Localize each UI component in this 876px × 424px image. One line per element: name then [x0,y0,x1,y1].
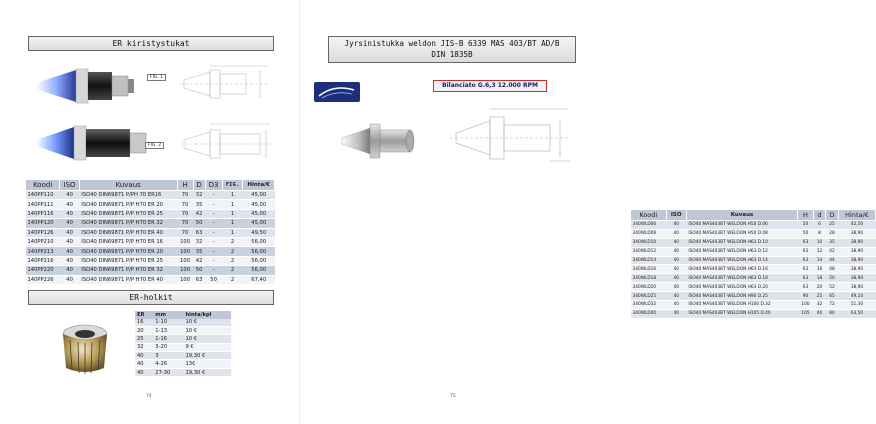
table-cell: 38,90 [838,256,875,265]
table-row [631,265,876,274]
table-cell: 340WLD16 [631,265,667,274]
table-cell: 340WLD18 [631,274,667,283]
table-row [135,352,231,360]
table-cell: 70 [177,200,193,209]
tool-holder-photo-2 [36,122,152,164]
table-cell: 40 [60,200,79,209]
col-header: Koodi [631,210,667,221]
table-cell: 140PP213 [26,247,60,256]
table-cell: 140PP226 [26,275,60,284]
table-cell: 63 [798,256,814,265]
table-cell: 16 [135,319,153,327]
table-cell: 50 [193,266,205,275]
table-cell: 38,90 [838,283,875,292]
table-cell: ISO40 MAS403BT WELDON H50 D.08 [686,229,797,238]
table-cell: ISO40 DIN69871 P/PH 70 ER16 [79,191,177,200]
page-number-right: 75 [450,394,456,399]
table-cell: 40 [135,352,153,360]
table-cell: 63 [798,238,814,247]
table-cell: 10 [813,238,825,247]
table-cell: 13€ [183,360,231,368]
er-holders-table [25,179,275,285]
table-cell: 40 [666,292,686,301]
table-cell: 51,30 [838,301,875,310]
table-cell: 100 [177,237,193,246]
table-cell: 40 [60,209,79,218]
table-cell: 3 [153,352,183,360]
table-header-row [135,311,231,319]
table-cell: 8 [813,229,825,238]
table-cell: 63 [798,247,814,256]
table-cell: ISO40 MAS403BT WELDON H100 D.32 [686,301,797,310]
table-cell: 40 [666,247,686,256]
table-cell: 140PP120 [26,219,60,228]
table-cell: 67,40 [243,275,275,284]
table-cell: 27-30 [153,368,183,376]
table-cell: 49,50 [243,228,275,237]
table-cell: 42 [826,247,839,256]
table-cell: 100 [177,275,193,284]
left-page [0,0,300,424]
table-cell: 140PP220 [26,266,60,275]
table-cell: ISO40 DIN69871 P/P H70 ER 20 [79,247,177,256]
table-cell: 63 [798,274,814,283]
table-cell: 56,00 [243,237,275,246]
table-cell: 38,90 [838,247,875,256]
table-cell: 10 € [183,326,231,334]
table-cell: - [205,266,222,275]
table-cell: 90 [798,292,814,301]
table-cell: - [205,209,222,218]
table-cell: 40 [135,368,153,376]
table-cell: 63 [798,283,814,292]
table-cell: 56,00 [243,247,275,256]
table-cell: 56,00 [243,266,275,275]
table-cell: 35 [826,238,839,247]
table-cell: 32 [135,343,153,351]
table-row [26,191,275,200]
table-cell: ISO40 DIN69871 P/P H70 ER 32 [79,266,177,275]
page-number-left: 74 [146,394,152,399]
table-cell: 10 € [183,319,231,327]
table-cell: ISO40 MAS403BT WELDON H63 D.14 [686,256,797,265]
table-row [26,219,275,228]
balance-badge: Bilanciato G.6,3 12.000 RPM [433,80,547,92]
er-collets-title: ER-holkit [28,290,274,305]
table-cell: 3-20 [153,343,183,351]
table-cell: ISO40 MAS403BT WELDON H63 D.12 [686,247,797,256]
col-header: D3 [205,180,222,191]
table-row [26,228,275,237]
table-row [631,256,876,265]
table-cell: 340WLD25 [631,292,667,301]
table-cell: 38,90 [838,229,875,238]
table-row [631,292,876,301]
table-cell: 40 [666,221,686,230]
col-header: H [798,210,814,221]
table-cell: 25 [813,292,825,301]
col-header: Kuvaus [79,180,177,191]
table-cell: - [205,228,222,237]
table-cell: 32 [813,301,825,310]
table-cell: 40 [666,301,686,310]
table-cell: 56,00 [243,256,275,265]
table-cell: 45,00 [243,191,275,200]
table-cell: 40 [666,283,686,292]
table-cell: 63,50 [838,309,875,318]
table-cell: 2 [222,237,243,246]
table-cell: ISO40 DIN69871 P/P H70 ER 32 [79,219,177,228]
col-header: hinta/kpl [183,311,231,319]
table-cell: ISO40 DIN69871 P/P H70 ER 25 [79,256,177,265]
table-cell: 52 [826,283,839,292]
table-cell: 49,10 [838,292,875,301]
table-cell: 28 [826,229,839,238]
table-row [26,275,275,284]
table-row [26,209,275,218]
table-cell: 40 [60,228,79,237]
table-cell: 4-26 [153,360,183,368]
table-row [631,247,876,256]
table-cell: 1 [222,191,243,200]
table-cell: ISO40 MAS403BT WELDON H63 D.18 [686,274,797,283]
table-cell: 340WLD10 [631,238,667,247]
table-row [631,274,876,283]
table-cell: 45,00 [243,219,275,228]
table-cell: 19,30 € [183,368,231,376]
table-cell: 70 [177,209,193,218]
table-cell: 63 [798,265,814,274]
table-cell: 50 [193,219,205,228]
table-cell: ISO40 DIN69871 P/P H70 ER 20 [79,200,177,209]
table-cell: 42 [193,209,205,218]
table-row [631,229,876,238]
col-header: ISO [60,180,79,191]
table-cell: ISO40 DIN69871 P/P H70 ER 25 [79,209,177,218]
weldon-holder-drawing [450,105,575,171]
table-cell: 1 [222,219,243,228]
table-cell: 40 [60,237,79,246]
table-cell: ISO40 DIN69871 P/P H70 ER 40 [79,275,177,284]
table-cell: 32 [193,191,205,200]
title-line-1: Jyrsinistukka weldon JIS-B 6339 MAS 403/BT AD/B [344,39,560,48]
right-page [300,0,869,424]
table-cell: ISO40 MAS403BT WELDON H90 D.25 [686,292,797,301]
table-cell: 40 [60,247,79,256]
table-cell: 140PP216 [26,256,60,265]
table-cell: 65 [826,292,839,301]
table-cell: 42,50 [838,221,875,230]
table-cell: 140PP126 [26,228,60,237]
table-row [26,266,275,275]
table-cell: ISO40 MAS403BT WELDON H63 D.16 [686,265,797,274]
table-cell: 1 [222,209,243,218]
table-cell: 25 [135,335,153,343]
table-cell: 1 [222,228,243,237]
table-cell: - [205,219,222,228]
table-cell: 140PP110 [26,191,60,200]
table-cell: 45,00 [243,200,275,209]
table-cell: 340WLD32 [631,301,667,310]
table-cell: 14 [813,256,825,265]
table-cell: ISO40 MAS403BT WELDON H63 D.20 [686,283,797,292]
table-header-row [26,180,275,191]
table-cell: 1-13 [153,326,183,334]
table-cell: 42 [193,256,205,265]
table-cell: 40 [666,274,686,283]
table-cell: 38,90 [838,265,875,274]
table-cell: 20 [135,326,153,334]
er-holders-title: ER kiristystukat [28,36,274,51]
table-cell: 35 [193,247,205,256]
table-cell: 70 [177,228,193,237]
table-cell: 18 [813,274,825,283]
table-row [631,301,876,310]
table-cell: ISO40 MAS403BT WELDON H105 D.40 [686,309,797,318]
col-header: D [193,180,205,191]
col-header: Hinta/€ [243,180,275,191]
table-cell: 70 [177,219,193,228]
table-cell: 340WLD08 [631,229,667,238]
table-cell: 48 [826,265,839,274]
weldon-holders-title [328,36,576,63]
table-cell: 40 [666,309,686,318]
table-cell: 70 [177,191,193,200]
fig-2-label: FIG. 2 [145,142,164,149]
table-cell: 38,90 [838,274,875,283]
table-cell: 105 [798,309,814,318]
table-cell: 63 [193,275,205,284]
table-cell: 340WLD06 [631,221,667,230]
table-cell: 40 [666,238,686,247]
table-cell: 12 [813,247,825,256]
table-cell: 50 [826,274,839,283]
table-cell: 40 [666,265,686,274]
table-row [26,256,275,265]
table-cell: 140PP116 [26,209,60,218]
table-cell: 1 [222,200,243,209]
table-cell: 40 [60,266,79,275]
er-collet-photo [54,318,116,378]
col-header: d [813,210,825,221]
table-cell: 1-10 [153,319,183,327]
col-header: Hinta/€ [838,210,875,221]
table-cell: 40 [60,275,79,284]
table-cell: 100 [798,301,814,310]
table-cell: 140PP210 [26,237,60,246]
table-row [631,221,876,230]
table-row [135,368,231,376]
table-row [135,335,231,343]
brand-logo [314,82,360,102]
table-cell: - [205,256,222,265]
table-cell: - [205,200,222,209]
table-cell: 38,90 [838,238,875,247]
weldon-holders-table [630,209,876,319]
table-cell: 140PP111 [26,200,60,209]
table-row [26,247,275,256]
table-cell: 1-16 [153,335,183,343]
table-cell: 2 [222,266,243,275]
table-row [135,343,231,351]
table-cell: 50 [798,229,814,238]
table-cell: 32 [193,237,205,246]
table-row [26,200,275,209]
tool-holder-photo-1 [36,66,146,106]
table-cell: 50 [205,275,222,284]
table-cell: 100 [177,247,193,256]
table-row [135,319,231,327]
table-row [631,238,876,247]
col-header: mm [153,311,183,319]
table-cell: 40 [813,309,825,318]
table-cell: ISO40 DIN69871 P/P H70 ER 40 [79,228,177,237]
table-header-row [631,210,876,221]
table-cell: ISO40 DIN69871 P/P H70 ER 16 [79,237,177,246]
table-cell: 2 [222,247,243,256]
col-header: H [177,180,193,191]
table-cell: 25 [826,221,839,230]
table-cell: 40 [60,191,79,200]
table-cell: 100 [177,266,193,275]
col-header: Kuvaus [686,210,797,221]
table-row [135,360,231,368]
table-cell: 340WLD12 [631,247,667,256]
table-cell: 45,00 [243,209,275,218]
tool-holder-drawing-2 [180,120,275,168]
tool-holder-drawing-1 [180,62,272,106]
table-cell: 2 [222,256,243,265]
table-cell: 20 [813,283,825,292]
col-header: ISO [666,210,686,221]
table-cell: 340WLD40 [631,309,667,318]
col-header: FIG. [222,180,243,191]
table-row [26,237,275,246]
table-cell: ISO40 MAS403BT WELDON H50 D.06 [686,221,797,230]
table-cell: ISO40 MAS403BT WELDON H63 D.10 [686,238,797,247]
table-cell: 44 [826,256,839,265]
table-cell: - [205,237,222,246]
table-cell: 50 [798,221,814,230]
table-cell: - [205,247,222,256]
table-cell: - [205,191,222,200]
table-cell: 40 [60,256,79,265]
table-cell: 40 [135,360,153,368]
table-cell: 80 [826,309,839,318]
table-cell: 40 [666,256,686,265]
table-row [631,309,876,318]
table-cell: 19,30 € [183,352,231,360]
table-cell: 340WLD14 [631,256,667,265]
table-row [135,326,231,334]
table-cell: 16 [813,265,825,274]
weldon-holder-photo [340,118,420,164]
table-cell: 2 [222,275,243,284]
table-cell: 35 [193,200,205,209]
col-header: D [826,210,839,221]
table-cell: 40 [60,219,79,228]
table-cell: 340WLD20 [631,283,667,292]
fig-1-label: FIG. 1 [147,74,166,81]
table-cell: 40 [666,229,686,238]
table-cell: 6 [813,221,825,230]
table-cell: 63 [193,228,205,237]
table-cell: 72 [826,301,839,310]
table-cell: 9 € [183,343,231,351]
table-row [631,283,876,292]
er-collets-table [135,311,231,377]
title-line-2: DIN 1835B [431,50,473,59]
col-header: Koodi [26,180,60,191]
col-header: ER [135,311,153,319]
table-cell: 100 [177,256,193,265]
table-cell: 10 € [183,335,231,343]
